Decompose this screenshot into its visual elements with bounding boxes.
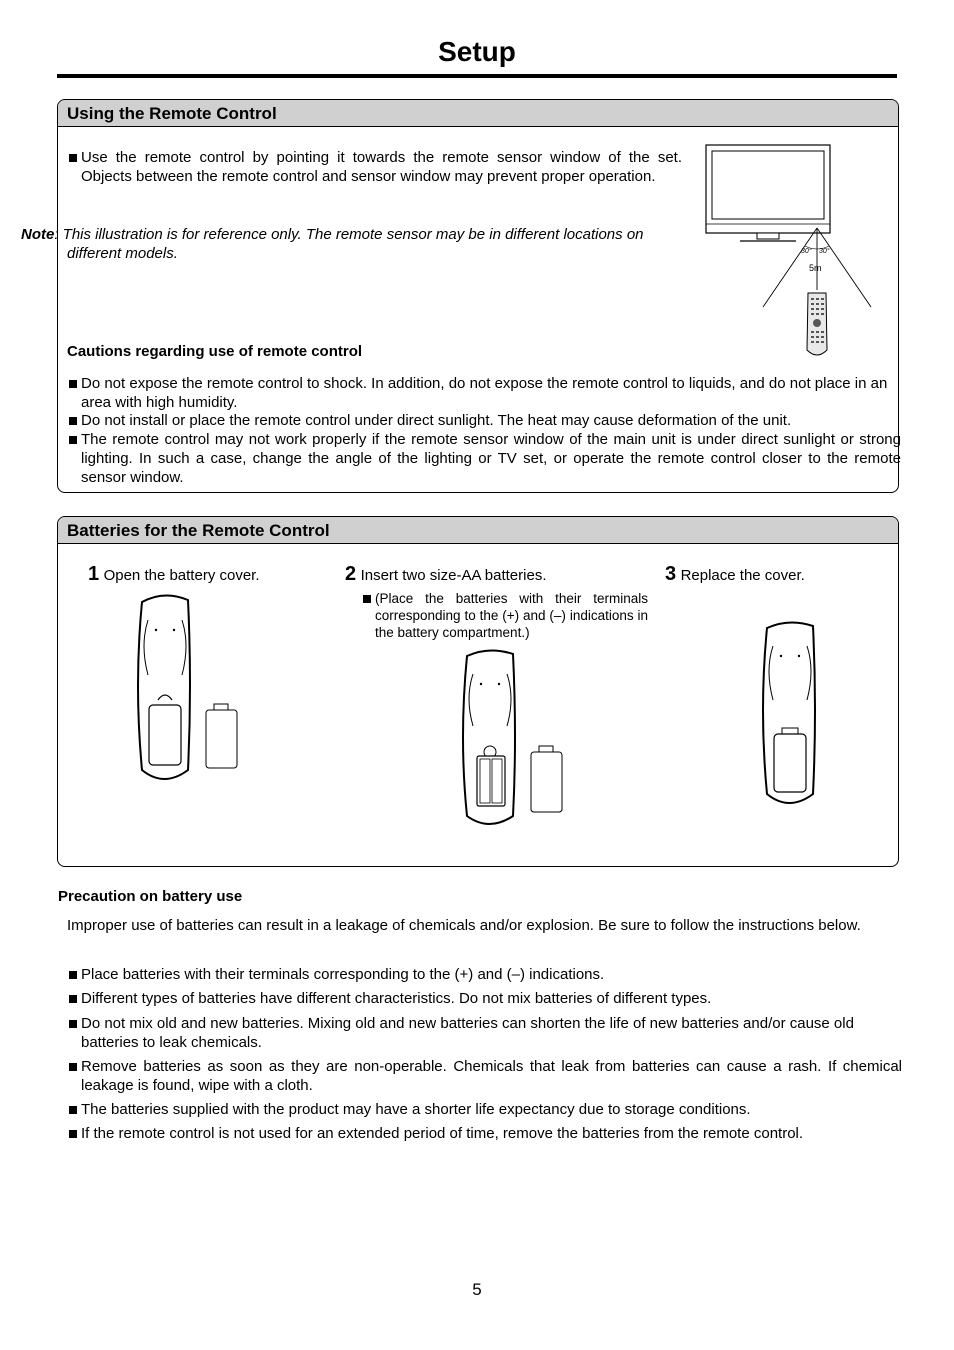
bullet-square-icon: [69, 1130, 77, 1138]
step-number: 2: [345, 563, 357, 585]
page-title: Setup: [438, 36, 516, 67]
precaution-intro: Improper use of batteries can result in a leakage of chemicals and/or explosion. Be sure to follow the instructions below.: [67, 917, 861, 934]
step-2-note: (Place the batteries with their terminals corresponding to the (+) and (–) indications in the battery compartment.): [363, 590, 648, 641]
step-text: Open the battery cover.: [103, 567, 260, 584]
precaution-item: Different types of batteries have different characteristics. Do not mix batteries of different types.: [67, 989, 906, 1008]
step-number: 1: [88, 563, 100, 585]
bullet-square-icon: [69, 995, 77, 1003]
page-number: 5: [472, 1280, 482, 1299]
angle-left-label: 30°: [801, 248, 812, 255]
section-heading: Batteries for the Remote Control: [58, 517, 898, 544]
note-label: Note: [21, 226, 55, 243]
remote-replace-cover-illustration: [755, 618, 825, 810]
bullet-square-icon: [69, 971, 77, 979]
precaution-item: If the remote control is not used for an extended period of time, remove the batteries from the remote control.: [67, 1124, 906, 1143]
caution-item: Do not expose the remote control to shock. In addition, do not expose the remote control to liquids, and do not place in an area with high humidity.: [67, 374, 901, 412]
caution-item: Do not install or place the remote control under direct sunlight. The heat may cause deformation of the unit.: [67, 411, 901, 430]
bullet-square-icon: [69, 1020, 77, 1028]
bullet-square-icon: [69, 1063, 77, 1071]
precaution-item: Place batteries with their terminals corresponding to the (+) and (–) indications.: [67, 965, 906, 984]
step-2: [345, 563, 547, 586]
intro-bullet: Use the remote control by pointing it towards the remote sensor window of the set. Objects between the remote control and sensor window may prevent proper operation.: [67, 148, 682, 186]
note-text: : This illustration is for reference only. The remote sensor may be in different locations on different models.: [54, 226, 644, 262]
bullet-square-icon: [69, 380, 77, 388]
angle-right-label: 30°: [819, 248, 830, 255]
precaution-item: Do not mix old and new batteries. Mixing old and new batteries can shorten the life of new batteries and/or cause old batteries to leak chemicals.: [67, 1014, 906, 1052]
step-number: 3: [665, 563, 677, 585]
precaution-item: The batteries supplied with the product may have a shorter life expectancy due to storage conditions.: [67, 1100, 906, 1119]
remote-open-cover-illustration: [130, 590, 245, 785]
note-paragraph: [21, 225, 677, 263]
title-divider: [57, 74, 897, 78]
precaution-item: Remove batteries as soon as they are non-operable. Chemicals that leak from batteries can cause a rash. If chemical leakage is found, wipe with a cloth.: [67, 1057, 902, 1095]
step-3: [665, 563, 805, 586]
bullet-square-icon: [69, 417, 77, 425]
step-text: Replace the cover.: [680, 567, 805, 584]
bullet-square-icon: [363, 595, 371, 603]
bullet-square-icon: [69, 154, 77, 162]
distance-label: 5m: [809, 263, 822, 273]
step-text: Insert two size-AA batteries.: [360, 567, 547, 584]
remote-range-illustration: [700, 140, 890, 365]
precaution-heading: Precaution on battery use: [58, 888, 243, 905]
bullet-square-icon: [69, 436, 77, 444]
step-1: [88, 563, 260, 586]
bullet-square-icon: [69, 1106, 77, 1114]
caution-item: The remote control may not work properly if the remote sensor window of the main unit is under direct sunlight or strong lighting. In such a case, change the angle of the lighting or TV set, or operate the remote control closer to the remote sensor window.: [67, 430, 901, 487]
cautions-heading: Cautions regarding use of remote control: [67, 343, 363, 360]
remote-insert-batteries-illustration: [455, 648, 570, 830]
section-heading: Using the Remote Control: [58, 100, 898, 127]
